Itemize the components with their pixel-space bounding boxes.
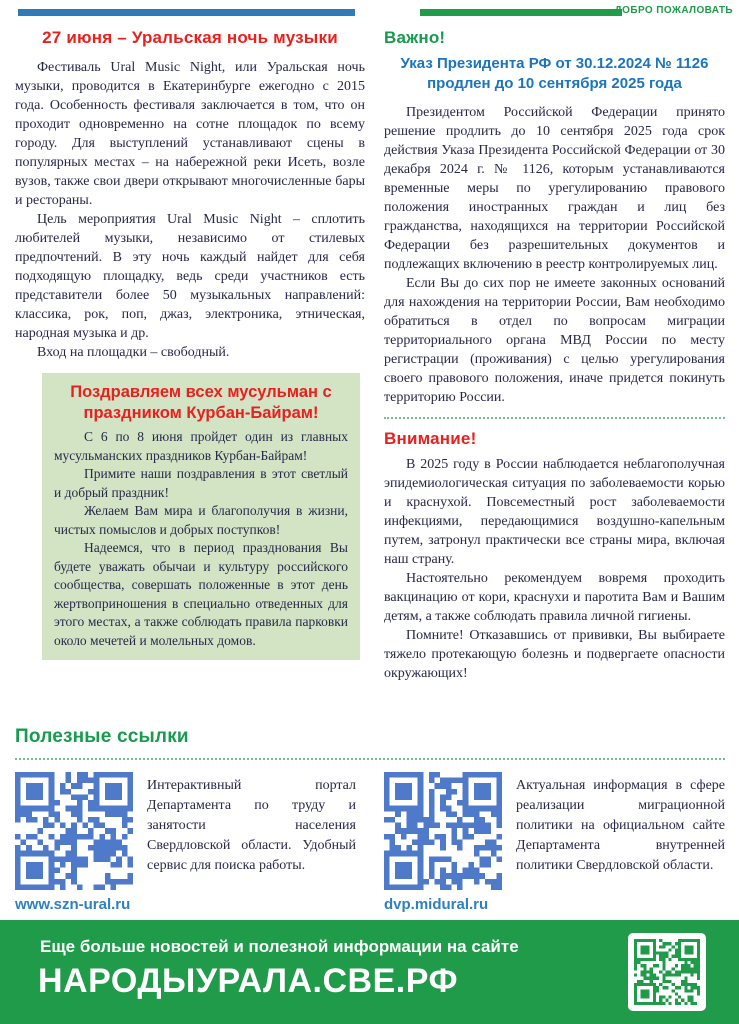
important-paragraph: Если Вы до сих пор не имеете законных оснований для нахождения на территории России, Вам необходимо обратиться в отдел по вопросам миграции территориального органа МВД России по месту регистрации (проживания) с целью урегулирования своего правового положения, иначе придется покинуть территорию России. <box>384 276 725 405</box>
useful-links-title: Полезные ссылки <box>15 726 189 747</box>
greeting-box-title: Поздравляем всех мусульман с праздником Курбан-Байрам! <box>70 383 332 422</box>
link-url-dvp-midural[interactable]: dvp.midural.ru <box>384 896 489 913</box>
decree-subtitle: Указ Президента РФ от 30.12.2024 № 1126 продлен до 10 сентября 2025 года <box>400 55 709 92</box>
banner-site-name: НАРОДЫУРАЛА.СВЕ.РФ <box>38 962 458 1000</box>
article-paragraph: Вход на площадки – свободный. <box>37 345 230 360</box>
welcome-label: ДОБРО ПОЖАЛОВАТЬ <box>614 5 733 16</box>
attention-paragraph: В 2025 году в России наблюдается неблагополучная эпидемиологическая ситуация по заболеваемости корью и краснухой. Повсеместный рост заболеваемости инфекциями, передающимися воздушно-капельным путем, затронул практически все страны мира, включая наш страну. <box>384 457 725 567</box>
article-paragraph: Цель мероприятия Ural Music Night – сплотить любителей музыки, независимо от стилевых предпочтений. В эту ночь каждый найдет для себя подходящую площадку, ведь среди участников есть представители более 50 музыкальных направлений: классика, рок, поп, джаз, электроника, этническая, народная музыка и др. <box>15 212 365 341</box>
qr-code-narodyurala[interactable] <box>628 933 706 1011</box>
attention-paragraph: Настоятельно рекомендуем вовремя проходить вакцинацию от кори, краснухи и паротита Вам и Вашим детям, а также соблюдать правила личной гигиены. <box>384 571 725 624</box>
article-paragraph: Фестиваль Ural Music Night, или Уральская ночь музыки, проводится в Екатеринбурге ежегодно с 2015 года. Особенность фестиваля заключается в том, что он проходит одновременно на сотне площадок по всему городу. Для выступлений устанавливают сцены в популярных местах – на набережной реки Исеть, возле вузов, также свои двери открывают многочисленные бары и рестораны. <box>15 60 365 208</box>
attention-title: Внимание! <box>384 429 477 448</box>
links-divider <box>15 758 725 760</box>
greeting-paragraph: Желаем Вам мира и благополучия в жизни, чистых помыслов и добрых поступков! <box>54 503 348 537</box>
link-description: Интерактивный портал Департамента по труду и занятости населения Свердловской области. Удобный сервис для поиска работы. <box>147 778 356 873</box>
top-blue-bar <box>18 9 355 16</box>
qr-code-dvp-midural[interactable] <box>384 772 502 890</box>
section-divider <box>384 417 725 419</box>
top-green-bar <box>420 9 622 16</box>
link-block-employment <box>15 772 356 913</box>
article-title: 27 июня – Уральская ночь музыки <box>42 28 338 47</box>
footer-banner <box>0 920 739 1024</box>
greeting-paragraph: Примите наши поздравления в этот светлый и добрый праздник! <box>54 466 348 500</box>
important-title: Важно! <box>384 28 446 47</box>
link-block-migration-policy <box>384 772 725 913</box>
attention-paragraph: Помните! Отказавшись от прививки, Вы выбираете тяжело протекающую болезнь и подвергаете опасности окружающих! <box>384 628 725 681</box>
left-column <box>15 28 365 660</box>
greeting-paragraph: Надеемся, что в период празднования Вы будете уважать обычаи и культуру российского сообщества, совершать положенные в этот день жертвоприношения в специально отведенных для этого местах, а также соблюдать правила парковки около мечетей и молельных домов. <box>54 540 348 648</box>
important-paragraph: Президентом Российской Федерации принято решение продлить до 10 сентября 2025 года срок действия Указа Президента Российской Федерации от 30 декабря 2024 г. № 1126, которым устанавливаются временные меры по урегулированию правового положения иностранных граждан и лиц без гражданства, находящихся на территории Российской Федерации без разрешительных документов и подлежащих включению в реестр контролируемых лиц. <box>384 105 725 272</box>
greeting-box <box>42 373 360 660</box>
link-url-szn-ural[interactable]: www.szn-ural.ru <box>15 896 131 913</box>
qr-code-szn-ural[interactable] <box>15 772 133 890</box>
right-column <box>384 28 725 683</box>
link-description: Актуальная информация в сфере реализации миграционной политики на официальном сайте Департамента внутренней политики Свердловской области. <box>516 778 725 873</box>
banner-tagline: Еще больше новостей и полезной информации на сайте <box>40 937 519 956</box>
greeting-paragraph: С 6 по 8 июня пройдет один из главных мусульманских праздников Курбан-Байрам! <box>54 429 348 463</box>
useful-links-section <box>15 726 725 913</box>
